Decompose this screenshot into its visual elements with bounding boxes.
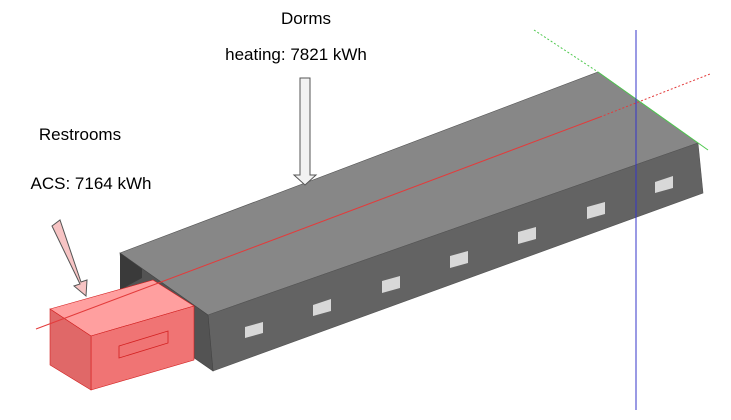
restrooms-arrow — [52, 220, 87, 296]
restrooms-metric: ACS: 7164 kWh — [30, 174, 152, 193]
dorms-block[interactable] — [120, 72, 703, 371]
dorms-metric: heating: 7821 kWh — [225, 45, 367, 64]
axis-y-dotted — [534, 30, 598, 72]
dorms-label: Dorms — [280, 9, 332, 28]
restrooms-label: Restrooms — [38, 125, 122, 144]
dorms-arrow — [294, 78, 316, 185]
